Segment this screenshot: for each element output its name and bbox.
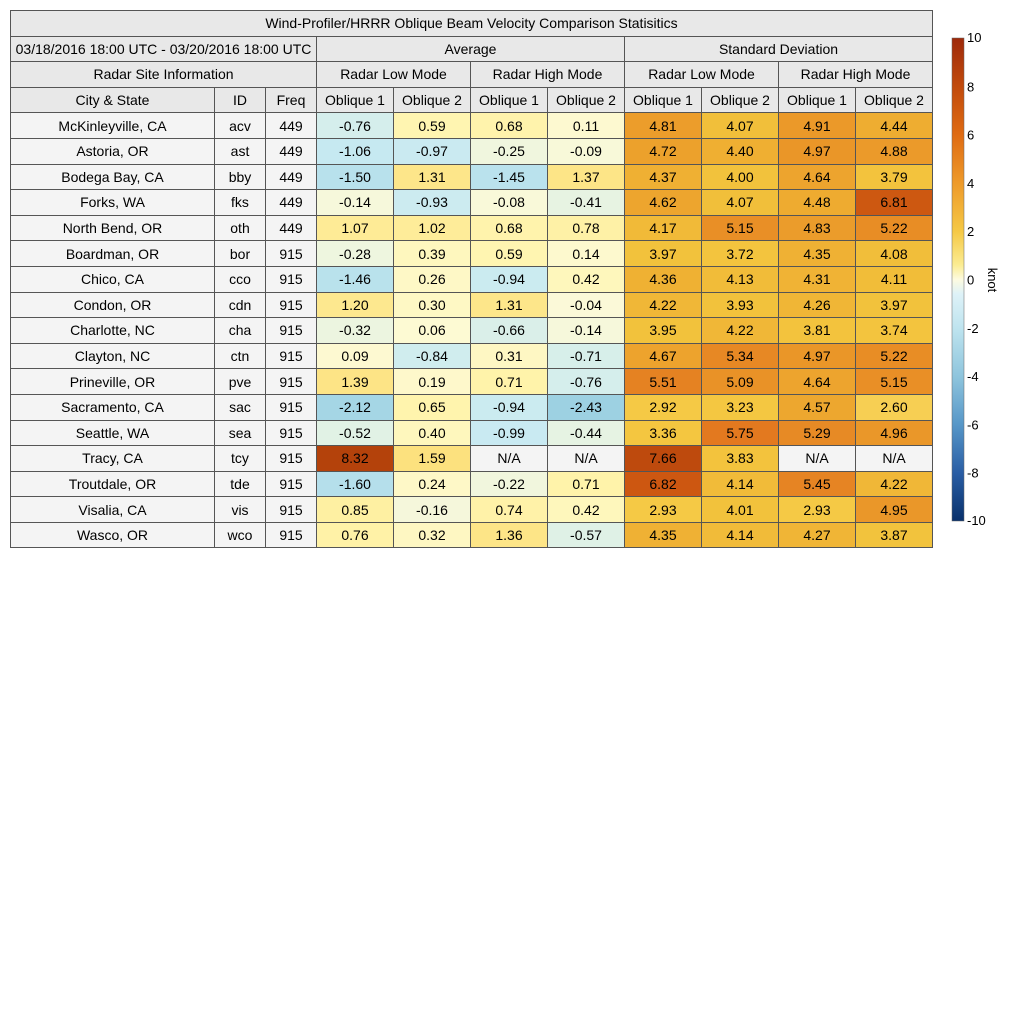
average-value-cell: 0.26 (394, 266, 471, 292)
std-deviation-value-cell: 5.45 (779, 471, 856, 497)
std-deviation-value-cell: 4.07 (702, 190, 779, 216)
std-deviation-value-cell: 3.81 (779, 318, 856, 344)
average-value-cell: -0.04 (548, 292, 625, 318)
average-value-cell: 0.71 (548, 471, 625, 497)
average-value-cell: -0.84 (394, 343, 471, 369)
colorbar-tick-label: 0 (967, 272, 975, 288)
colorbar-tick-label: -6 (967, 417, 979, 433)
freq-cell: 915 (266, 369, 317, 395)
average-value-cell: -0.28 (317, 241, 394, 267)
std-deviation-value-cell: 4.97 (779, 138, 856, 164)
table-row (11, 471, 933, 497)
std-deviation-value-cell: 4.57 (779, 394, 856, 420)
site-id-cell: tde (215, 471, 266, 497)
average-value-cell: -1.50 (317, 164, 394, 190)
table-row (11, 394, 933, 420)
average-value-cell: -0.16 (394, 497, 471, 523)
average-value-cell: 0.85 (317, 497, 394, 523)
std-deviation-value-cell: 4.08 (856, 241, 933, 267)
colorbar-label: knot (985, 267, 1000, 293)
std-deviation-value-cell: 5.15 (856, 369, 933, 395)
std-deviation-value-cell: 4.81 (625, 113, 702, 139)
std-deviation-value-cell: 4.88 (856, 138, 933, 164)
site-id-cell: sac (215, 394, 266, 420)
site-id-cell: vis (215, 497, 266, 523)
std-deviation-value-cell: 4.13 (702, 266, 779, 292)
city-cell: Boardman, OR (11, 241, 215, 267)
average-value-cell: 0.06 (394, 318, 471, 344)
table-row (11, 522, 933, 548)
std-deviation-value-cell: 3.74 (856, 318, 933, 344)
average-value-cell: 0.30 (394, 292, 471, 318)
table-row (11, 497, 933, 523)
std-deviation-value-cell: 5.34 (702, 343, 779, 369)
avg-low-mode-header: Radar Low Mode (317, 62, 471, 88)
city-cell: Prineville, OR (11, 369, 215, 395)
table-row (11, 215, 933, 241)
site-id-cell: pve (215, 369, 266, 395)
city-cell: McKinleyville, CA (11, 113, 215, 139)
std-deviation-value-cell: 7.66 (625, 446, 702, 472)
table-row (11, 138, 933, 164)
avg-high-oblique1-header: Oblique 1 (471, 87, 548, 113)
average-value-cell: 0.71 (471, 369, 548, 395)
std-deviation-value-cell: 4.14 (702, 522, 779, 548)
average-value-cell: -0.97 (394, 138, 471, 164)
average-value-cell: 1.59 (394, 446, 471, 472)
std-deviation-value-cell: 4.96 (856, 420, 933, 446)
average-value-cell: 1.07 (317, 215, 394, 241)
col-city-header: City & State (11, 87, 215, 113)
city-cell: Bodega Bay, CA (11, 164, 215, 190)
average-value-cell: 0.42 (548, 497, 625, 523)
std-deviation-value-cell: 4.22 (625, 292, 702, 318)
std-deviation-value-cell: 5.22 (856, 343, 933, 369)
std-deviation-value-cell: 4.11 (856, 266, 933, 292)
std-deviation-value-cell: 2.60 (856, 394, 933, 420)
freq-cell: 915 (266, 420, 317, 446)
date-range: 03/18/2016 18:00 UTC - 03/20/2016 18:00 UTC (11, 36, 317, 62)
std-deviation-value-cell: 4.17 (625, 215, 702, 241)
std-deviation-value-cell: 5.29 (779, 420, 856, 446)
colorbar-tick-label: 2 (967, 224, 975, 240)
average-value-cell: 0.24 (394, 471, 471, 497)
site-id-cell: cco (215, 266, 266, 292)
average-header: Average (317, 36, 625, 62)
colorbar-tick-label: 6 (967, 127, 975, 143)
std-deviation-value-cell: 4.00 (702, 164, 779, 190)
average-value-cell: 0.14 (548, 241, 625, 267)
site-id-cell: bby (215, 164, 266, 190)
std-deviation-value-cell: 6.81 (856, 190, 933, 216)
average-value-cell: -0.76 (317, 113, 394, 139)
average-value-cell: -0.76 (548, 369, 625, 395)
std-high-mode-header: Radar High Mode (779, 62, 933, 88)
average-value-cell: -0.94 (471, 266, 548, 292)
average-value-cell: -0.22 (471, 471, 548, 497)
std-deviation-value-cell: 4.40 (702, 138, 779, 164)
average-value-cell: -1.06 (317, 138, 394, 164)
table-row (11, 420, 933, 446)
col-freq-header: Freq (266, 87, 317, 113)
std-deviation-value-cell: 3.83 (702, 446, 779, 472)
std-deviation-value-cell: 2.93 (625, 497, 702, 523)
site-info-header: Radar Site Information (11, 62, 317, 88)
std-deviation-value-cell: 2.93 (779, 497, 856, 523)
average-value-cell: 0.65 (394, 394, 471, 420)
table-row (11, 292, 933, 318)
average-value-cell: 0.42 (548, 266, 625, 292)
average-value-cell: 1.36 (471, 522, 548, 548)
average-value-cell: 0.19 (394, 369, 471, 395)
colorbar-tick-label: -2 (967, 320, 979, 336)
city-cell: Forks, WA (11, 190, 215, 216)
average-value-cell: -0.25 (471, 138, 548, 164)
average-value-cell: -0.09 (548, 138, 625, 164)
std-deviation-value-cell: 5.15 (702, 215, 779, 241)
average-value-cell: 0.11 (548, 113, 625, 139)
std-deviation-value-cell: 4.07 (702, 113, 779, 139)
site-id-cell: wco (215, 522, 266, 548)
site-id-cell: cdn (215, 292, 266, 318)
table-row (11, 266, 933, 292)
average-value-cell: 1.39 (317, 369, 394, 395)
city-cell: Sacramento, CA (11, 394, 215, 420)
average-value-cell: 1.31 (394, 164, 471, 190)
std-deviation-value-cell: 5.51 (625, 369, 702, 395)
city-cell: Chico, CA (11, 266, 215, 292)
std-deviation-value-cell: 4.26 (779, 292, 856, 318)
average-value-cell: -1.46 (317, 266, 394, 292)
average-value-cell: N/A (471, 446, 548, 472)
average-value-cell: N/A (548, 446, 625, 472)
std-deviation-value-cell: 4.01 (702, 497, 779, 523)
colorbar-gradient (952, 38, 964, 521)
std-deviation-value-cell: 5.09 (702, 369, 779, 395)
city-cell: Seattle, WA (11, 420, 215, 446)
average-value-cell: 0.68 (471, 113, 548, 139)
city-cell: Condon, OR (11, 292, 215, 318)
std-deviation-value-cell: 4.22 (702, 318, 779, 344)
average-value-cell: 0.39 (394, 241, 471, 267)
average-value-cell: 1.20 (317, 292, 394, 318)
freq-cell: 915 (266, 446, 317, 472)
average-value-cell: -1.45 (471, 164, 548, 190)
table-row (11, 241, 933, 267)
std-deviation-value-cell: 4.48 (779, 190, 856, 216)
average-value-cell: 0.78 (548, 215, 625, 241)
avg-low-oblique2-header: Oblique 2 (394, 87, 471, 113)
average-value-cell: 0.74 (471, 497, 548, 523)
std-deviation-value-cell: 4.31 (779, 266, 856, 292)
std-high-oblique1-header: Oblique 1 (779, 87, 856, 113)
city-cell: North Bend, OR (11, 215, 215, 241)
std-deviation-value-cell: 4.22 (856, 471, 933, 497)
average-value-cell: -0.32 (317, 318, 394, 344)
average-value-cell: -0.44 (548, 420, 625, 446)
std-deviation-value-cell: 4.35 (625, 522, 702, 548)
freq-cell: 915 (266, 266, 317, 292)
average-value-cell: -2.12 (317, 394, 394, 420)
avg-low-oblique1-header: Oblique 1 (317, 87, 394, 113)
std-deviation-value-cell: 3.72 (702, 241, 779, 267)
std-deviation-value-cell: 4.72 (625, 138, 702, 164)
table-row (11, 446, 933, 472)
average-value-cell: 0.32 (394, 522, 471, 548)
freq-cell: 449 (266, 215, 317, 241)
std-deviation-value-cell: 4.35 (779, 241, 856, 267)
average-value-cell: -0.52 (317, 420, 394, 446)
average-value-cell: 8.32 (317, 446, 394, 472)
freq-cell: 449 (266, 138, 317, 164)
colorbar-tick-label: 8 (967, 79, 975, 95)
site-id-cell: acv (215, 113, 266, 139)
freq-cell: 449 (266, 113, 317, 139)
average-value-cell: -0.66 (471, 318, 548, 344)
std-deviation-value-cell: 4.27 (779, 522, 856, 548)
std-deviation-value-cell: 3.36 (625, 420, 702, 446)
average-value-cell: 0.09 (317, 343, 394, 369)
city-cell: Tracy, CA (11, 446, 215, 472)
average-value-cell: -0.99 (471, 420, 548, 446)
table-row (11, 343, 933, 369)
table-row (11, 369, 933, 395)
std-deviation-value-cell: 5.75 (702, 420, 779, 446)
average-value-cell: -0.93 (394, 190, 471, 216)
freq-cell: 915 (266, 241, 317, 267)
average-value-cell: 0.59 (394, 113, 471, 139)
average-value-cell: -0.41 (548, 190, 625, 216)
table-row (11, 164, 933, 190)
std-deviation-value-cell: 3.87 (856, 522, 933, 548)
colorbar (952, 30, 1012, 528)
table-title: Wind-Profiler/HRRR Oblique Beam Velocity Comparison Statisitics (11, 11, 933, 37)
city-cell: Troutdale, OR (11, 471, 215, 497)
std-deviation-value-cell: 3.93 (702, 292, 779, 318)
average-value-cell: 1.37 (548, 164, 625, 190)
std-deviation-value-cell: 4.91 (779, 113, 856, 139)
std-deviation-value-cell: 6.82 (625, 471, 702, 497)
site-id-cell: cha (215, 318, 266, 344)
average-value-cell: -0.14 (548, 318, 625, 344)
freq-cell: 915 (266, 471, 317, 497)
average-value-cell: 0.76 (317, 522, 394, 548)
std-deviation-value-cell: 4.64 (779, 164, 856, 190)
std-deviation-value-cell: 2.92 (625, 394, 702, 420)
freq-cell: 449 (266, 164, 317, 190)
city-cell: Astoria, OR (11, 138, 215, 164)
std-deviation-value-cell: 4.44 (856, 113, 933, 139)
colorbar-tick-label: -8 (967, 465, 979, 481)
colorbar-tick-label: 10 (967, 30, 982, 45)
table-row (11, 190, 933, 216)
average-value-cell: -1.60 (317, 471, 394, 497)
site-id-cell: tcy (215, 446, 266, 472)
freq-cell: 915 (266, 522, 317, 548)
std-deviation-value-cell: 3.23 (702, 394, 779, 420)
table-row (11, 318, 933, 344)
std-deviation-value-cell: 4.95 (856, 497, 933, 523)
site-id-cell: ast (215, 138, 266, 164)
average-value-cell: -0.71 (548, 343, 625, 369)
freq-cell: 915 (266, 318, 317, 344)
std-deviation-value-cell: 4.36 (625, 266, 702, 292)
freq-cell: 915 (266, 292, 317, 318)
site-id-cell: oth (215, 215, 266, 241)
std-deviation-value-cell: 4.14 (702, 471, 779, 497)
freq-cell: 915 (266, 394, 317, 420)
std-deviation-value-cell: 4.83 (779, 215, 856, 241)
std-low-oblique2-header: Oblique 2 (702, 87, 779, 113)
site-id-cell: ctn (215, 343, 266, 369)
std-deviation-value-cell: 5.22 (856, 215, 933, 241)
std-deviation-value-cell: 4.64 (779, 369, 856, 395)
city-cell: Charlotte, NC (11, 318, 215, 344)
colorbar-tick-label: -4 (967, 369, 979, 385)
std-low-mode-header: Radar Low Mode (625, 62, 779, 88)
colorbar-tick-label: -10 (967, 513, 986, 528)
col-id-header: ID (215, 87, 266, 113)
average-value-cell: -0.94 (471, 394, 548, 420)
site-id-cell: fks (215, 190, 266, 216)
std-deviation-value-cell: 4.62 (625, 190, 702, 216)
freq-cell: 915 (266, 497, 317, 523)
std-deviation-value-cell: 4.97 (779, 343, 856, 369)
std-deviation-value-cell: N/A (779, 446, 856, 472)
avg-high-mode-header: Radar High Mode (471, 62, 625, 88)
avg-high-oblique2-header: Oblique 2 (548, 87, 625, 113)
average-value-cell: 1.02 (394, 215, 471, 241)
site-id-cell: sea (215, 420, 266, 446)
site-id-cell: bor (215, 241, 266, 267)
average-value-cell: 0.31 (471, 343, 548, 369)
std-high-oblique2-header: Oblique 2 (856, 87, 933, 113)
std-deviation-value-cell: 4.67 (625, 343, 702, 369)
std-deviation-value-cell: 4.37 (625, 164, 702, 190)
std-deviation-value-cell: 3.95 (625, 318, 702, 344)
std-low-oblique1-header: Oblique 1 (625, 87, 702, 113)
average-value-cell: -2.43 (548, 394, 625, 420)
freq-cell: 449 (266, 190, 317, 216)
city-cell: Wasco, OR (11, 522, 215, 548)
average-value-cell: -0.14 (317, 190, 394, 216)
statistics-table (10, 10, 933, 548)
city-cell: Clayton, NC (11, 343, 215, 369)
average-value-cell: 0.40 (394, 420, 471, 446)
average-value-cell: 0.68 (471, 215, 548, 241)
std-deviation-value-cell: N/A (856, 446, 933, 472)
average-value-cell: -0.57 (548, 522, 625, 548)
average-value-cell: 0.59 (471, 241, 548, 267)
std-deviation-header: Standard Deviation (625, 36, 933, 62)
average-value-cell: 1.31 (471, 292, 548, 318)
std-deviation-value-cell: 3.97 (856, 292, 933, 318)
colorbar-tick-label: 4 (967, 175, 975, 191)
city-cell: Visalia, CA (11, 497, 215, 523)
average-value-cell: -0.08 (471, 190, 548, 216)
table-row (11, 113, 933, 139)
freq-cell: 915 (266, 343, 317, 369)
std-deviation-value-cell: 3.97 (625, 241, 702, 267)
std-deviation-value-cell: 3.79 (856, 164, 933, 190)
